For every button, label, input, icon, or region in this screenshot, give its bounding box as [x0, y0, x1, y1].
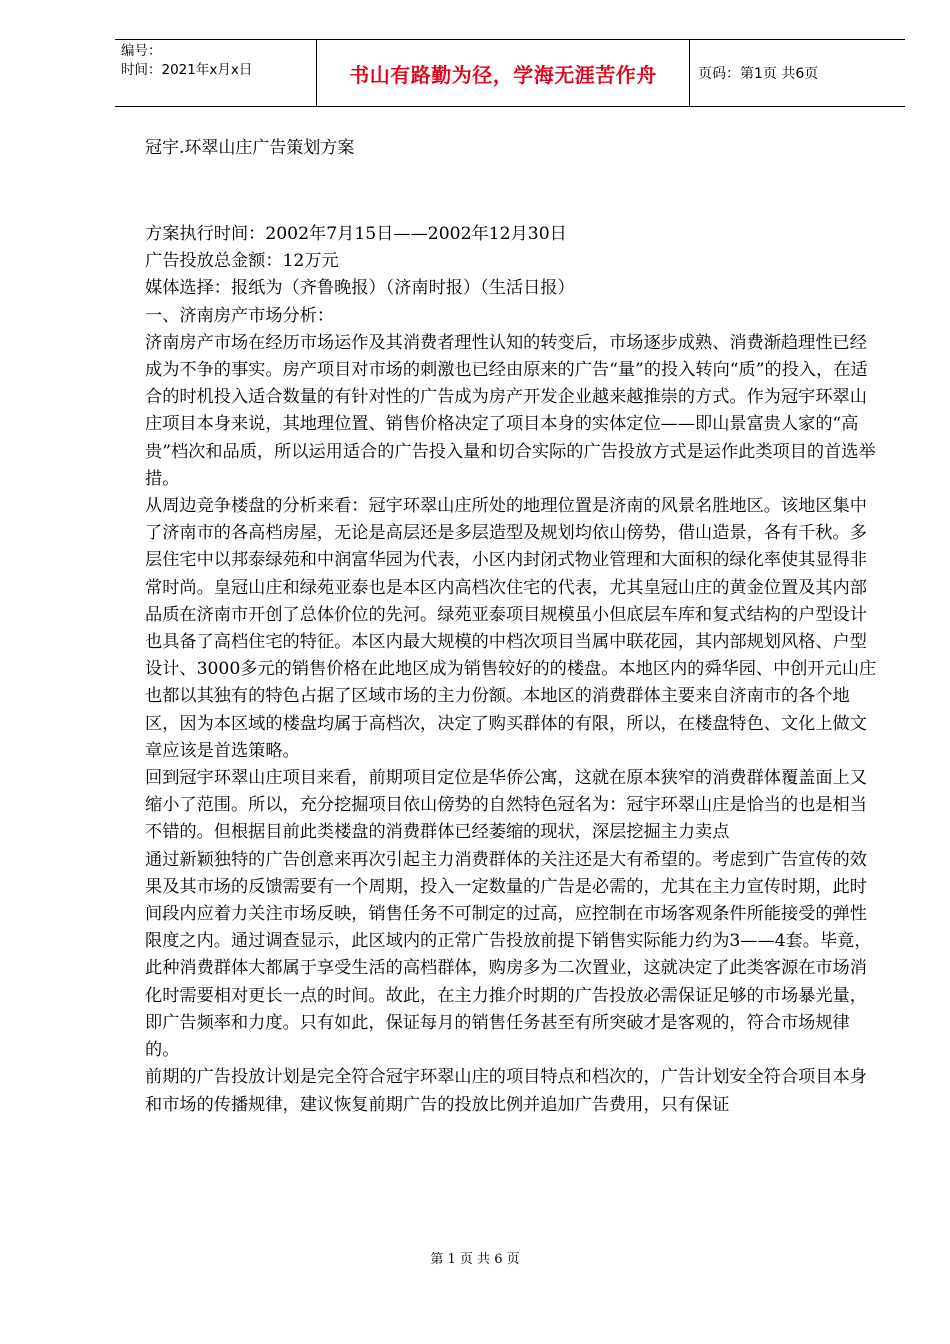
exec-time: 方案执行时间：2002年7月15日——2002年12月30日 [145, 224, 567, 244]
time-label: 时间：2021年x月x日 [121, 62, 253, 78]
header-page-info: 页码：第1页 共6页 [698, 66, 819, 82]
header-meta [115, 40, 317, 106]
section-heading: 一、济南房产市场分析： [145, 305, 335, 326]
page-header [115, 39, 905, 107]
paragraph: 通过新颖独特的广告创意来再次引起主力消费群体的关注还是大有希望的。考虑到广告宣传的效果及其市场的反馈需要有一个周期，投入一定数量的广告是必需的，尤其在主力宣传时期，此时间段内应着力关注市场反映，销售任务不可制定的过高，应控制在市场客观条件所能接受的弹性限度之内。通过调查显示，此区域内的正常广告投放前提下销售实际能力约为3——4套。毕竟，此种消费群体大都属于享受生活的高档群体，购房多为二次置业，这就决定了此类客源在市场消化时需要相对更长一点的时间。故此，在主力推介时期的广告投放必需保证足够的市场暴光量，即广告频率和力度。只有如此，保证每月的销售任务甚至有所突破才是客观的，符合市场规律的。 [145, 849, 872, 1061]
paragraph: 前期的广告投放计划是完全符合冠宇环翠山庄的项目特点和档次的，广告计划安全符合项目本身和市场的传播规律，建议恢复前期广告的投放比例并追加广告费用，只有保证 [145, 1067, 867, 1115]
media-choice: 媒体选择：报纸为（齐鲁晚报）（济南时报）（生活日报） [145, 278, 575, 299]
header-motto: 书山有路勤为径，学海无涯苦作舟 [349, 62, 657, 87]
paragraph: 回到冠宇环翠山庄项目来看，前期项目定位是华侨公寓，这就在原本狭窄的消费群体覆盖面上又缩小了范围。所以，充分挖掘项目依山傍势的自然特色冠名为：冠宇环翠山庄是恰当的也是相当不错的。但根据目前此类楼盘的消费群体已经萎缩的现状，深层挖掘主力卖点 [145, 768, 867, 843]
document-title: 冠宇.环翠山庄广告策划方案 [145, 138, 355, 158]
number-label: 编号： [121, 43, 162, 59]
budget: 广告投放总金额：12万元 [145, 251, 339, 272]
paragraph: 从周边竞争楼盘的分析来看：冠宇环翠山庄所处的地理位置是济南的风景名胜地区。该地区集中了济南市的各高档房屋，无论是高层还是多层造型及规划均依山傍势，借山造景，各有千秋。多层住宅中以邦泰绿苑和中润富华园为代表，小区内封闭式物业管理和大面积的绿化率使其显得非常时尚。皇冠山庄和绿苑亚泰也是本区内高档次住宅的代表，尤其皇冠山庄的黄金位置及其内部品质在济南市开创了总体价位的先河。绿苑亚泰项目规模虽小但底层车库和复式结构的户型设计也具备了高档住宅的特征。本区内最大规模的中档次项目当属中联花园，其内部规划风格、户型设计、3000多元的销售价格在此地区成为销售较好的的楼盘。本地区内的舜华园、中创开元山庄也都以其独有的特色占据了区域市场的主力份额。本地区的消费群体主要来自济南市的各个地区，因为本区域的楼盘均属于高档次，决定了购买群体的有限，所以，在楼盘特色、文化上做文章应该是首选策略。 [145, 496, 877, 761]
document-body [145, 221, 880, 1119]
paragraph: 济南房产市场在经历市场运作及其消费者理性认知的转变后，市场逐步成熟、消费渐趋理性已经成为不争的事实。房产项目对市场的刺激也已经由原来的广告“量”的投入转向“质”的投入，在适合的时机投入适合数量的有针对性的广告成为房产开发企业越来越推崇的方式。作为冠宇环翠山庄项目本身来说，其地理位置、销售价格决定了项目本身的实体定位——即山景富贵人家的“高贵”档次和品质，所以运用适合的广告投入量和切合实际的广告投放方式是运作此类项目的首选举措。 [145, 332, 876, 489]
page-footer: 第 1 页 共 6 页 [430, 1252, 520, 1267]
header-motto-cell [317, 40, 690, 106]
